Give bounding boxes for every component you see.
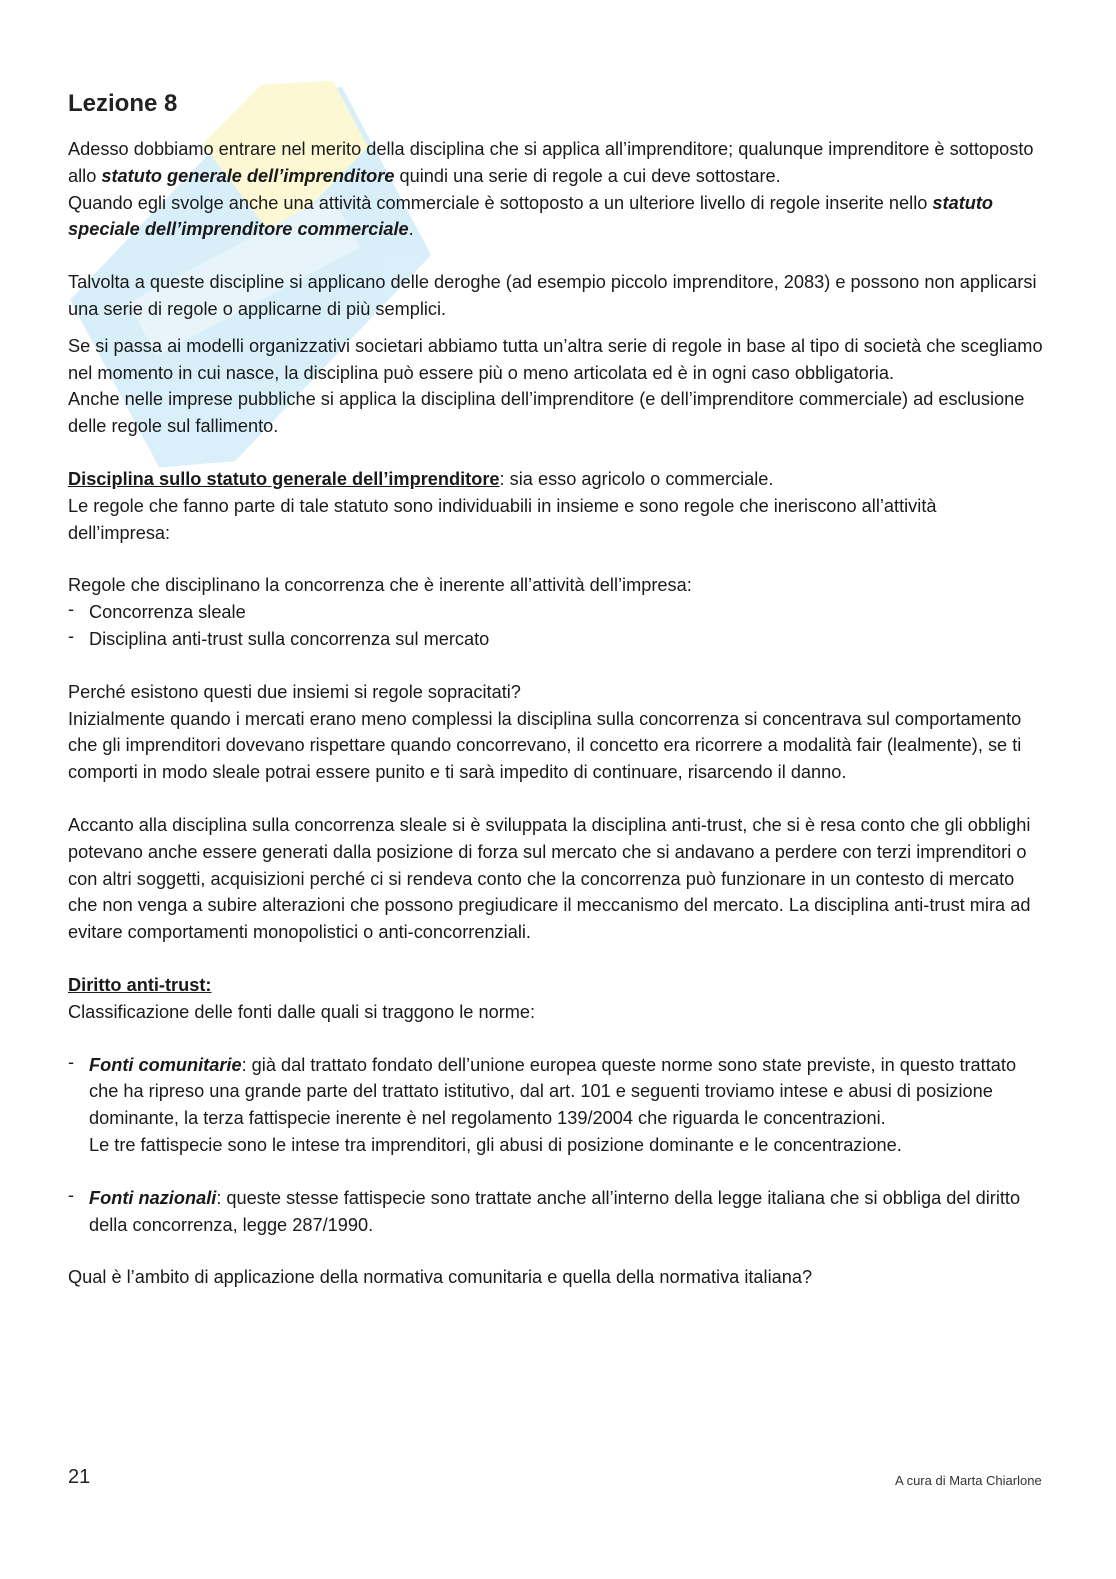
paragraph-storia-concorrenza: Inizialmente quando i mercati erano meno complessi la disciplina sulla concorrenza si concentrava sul comportamento che gli imprenditori dovevano rispettare quando concorrevano, il concetto era ricorrere a modalità fair (lealmente), se ti comporti in modo sleale potrai essere punito e ti sarà impedito di continuare, risarcendo il danno.	[68, 708, 1022, 783]
paragraph-imprese-pubbliche: Anche nelle imprese pubbliche si applica la disciplina dell’imprenditore (e dell’imprenditore commerciale) ad esclusione delle regole sul fallimento.	[68, 389, 1025, 437]
list-item-fonti-nazionali: - Fonti nazionali: queste stesse fattispecie sono trattate anche all’interno della legge italiana che si obbliga del diritto della concorrenza, legge 287/1990.	[68, 1184, 1021, 1235]
emphasis-statuto-generale: statuto generale dell’imprenditore	[101, 165, 395, 186]
section-heading-statuto: Disciplina sullo statuto generale dell’imprenditore	[68, 468, 500, 489]
paragraph-regole-statuto: Le regole che fanno parte di tale statuto sono individuabili in insieme e sono regole che ineriscono all’attività dell’impresa:	[68, 495, 937, 543]
paragraph-disciplina-statuto: Disciplina sullo statuto generale dell’imprenditore: sia esso agricolo o commerciale.	[68, 468, 774, 489]
paragraph-anti-trust: Accanto alla disciplina sulla concorrenza sleale si è sviluppata la disciplina anti-trust, che si è resa conto che gli obblighi potevano anche essere generati dalla posizione di forza sul mercato che si andavano a perdere con terzi imprenditori o con altri soggetti, acquisizioni perché ci si rendeva conto che la concorrenza può funzionare in un contesto di mercato che non venga a subire alterazioni che possono pregiudicare il meccanismo del mercato. La disciplina anti-trust mira ad evitare comportamenti monopolistici o anti-concorrenziali.	[68, 814, 1031, 943]
paragraph-concorrenza: Regole che disciplinano la concorrenza che è inerente all’attività dell’impresa:	[68, 575, 692, 596]
section-heading-anti-trust: Diritto anti-trust:	[68, 974, 212, 995]
paragraph-question: Perché esistono questi due insiemi si regole sopracitati?	[68, 681, 521, 702]
paragraph-intro: Adesso dobbiamo entrare nel merito della disciplina che si applica all’imprenditore; qualunque imprenditore è sottoposto allo statuto generale dell’imprenditore quindi una serie di regole a cui deve sottostare.	[68, 139, 1034, 186]
emphasis-statuto-speciale: statuto speciale dell’imprenditore commerciale	[68, 192, 994, 240]
footer-credit: A cura di Marta Chiarlone	[895, 1473, 1042, 1488]
list-item-fonti-comunitarie-extra: Le tre fattispecie sono le intese tra imprenditori, gli abusi di posizione dominante e le concentrazione.	[89, 1134, 902, 1155]
paragraph-ambito: Qual è l’ambito di applicazione della normativa comunitaria e quella della normativa italiana?	[68, 1267, 813, 1288]
paragraph-societari: Se si passa ai modelli organizzativi societari abbiamo tutta un’altra serie di regole in base al tipo di società che scegliamo nel momento in cui nasce, la disciplina può essere più o meno articolata ed è in ogni caso obbligatoria.	[68, 335, 1043, 383]
paragraph-deroghe: Talvolta a queste discipline si applicano delle deroghe (ad esempio piccolo imprenditore, 2083) e possono non applicarsi una serie di regole o applicarne di più semplici.	[68, 272, 1037, 319]
page-number: 21	[68, 1466, 91, 1488]
document-page	[68, 90, 1043, 1291]
list-item: - Disciplina anti-trust sulla concorrenza sul mercato	[68, 625, 490, 649]
paragraph-commerciale: Quando egli svolge anche una attività commerciale è sottoposto a un ulteriore livello di regole inserite nello statuto speciale dell’imprenditore commerciale.	[68, 192, 994, 240]
list-item: - Concorrenza sleale	[68, 599, 246, 623]
page-title: Lezione 8	[68, 90, 178, 117]
list-item-fonti-comunitarie: - Fonti comunitarie: già dal trattato fondato dell’unione europea queste norme sono state previste, in questo trattato che ha ripreso una grande parte del trattato istitutivo, dal art. 101 e seguenti troviamo intese e abusi di posizione dominante, la terza fattispecie inerente è nel regolamento 139/2004 che riguarda le concentrazioni.	[68, 1051, 1017, 1129]
paragraph-classificazione: Classificazione delle fonti dalle quali si traggono le norme:	[68, 1001, 536, 1022]
